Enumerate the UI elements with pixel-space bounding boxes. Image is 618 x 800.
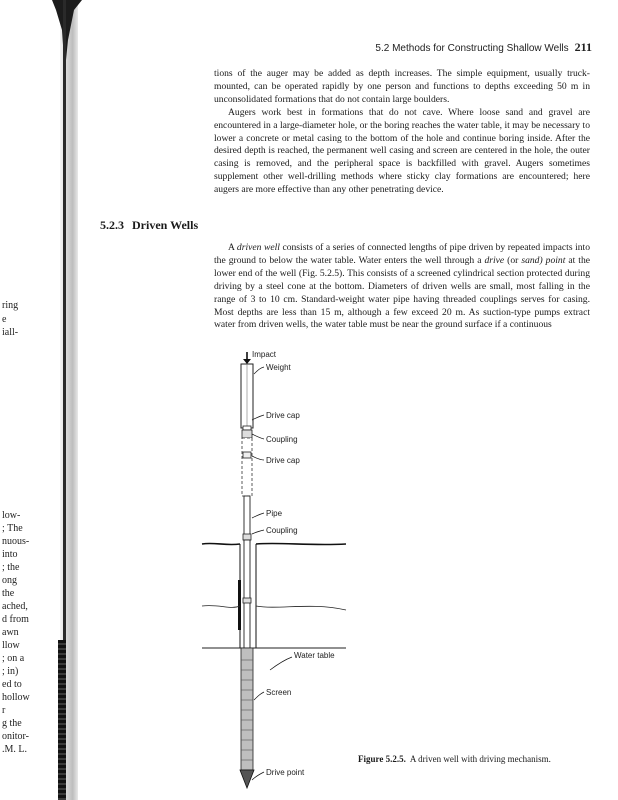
text-run: A xyxy=(228,242,237,253)
margin-fragment: g the xyxy=(2,718,22,729)
margin-fragment: hollow xyxy=(2,692,30,703)
margin-fragment: ed to xyxy=(2,679,22,690)
driven-well-diagram xyxy=(200,348,360,790)
continuation-paragraph: tions of the auger may be added as depth increases. The simple equipment, usually truck-mounted, can be operated rapidly by one person and functions to depths exceeding 50 m in unconsolidated formations that do not contain large boulders. xyxy=(214,68,590,105)
margin-fragment: ; on a xyxy=(2,653,25,664)
margin-fragment: ong xyxy=(2,575,17,586)
margin-fragment: ached, xyxy=(2,601,28,612)
label-weight: Weight xyxy=(266,363,291,372)
section-title: Driven Wells xyxy=(132,218,199,232)
drive-cap-lower xyxy=(243,452,251,458)
figure-caption xyxy=(358,754,551,764)
label-drive-cap-2: Drive cap xyxy=(266,456,300,465)
label-impact: Impact xyxy=(252,350,277,359)
driven-well-figure xyxy=(200,348,360,790)
binding-dark-wedge xyxy=(52,0,82,60)
page-number: 211 xyxy=(574,40,592,54)
body-text-driven xyxy=(214,242,590,332)
margin-fragment: onitor- xyxy=(2,731,30,742)
term-drive: drive xyxy=(484,254,505,266)
label-drive-point: Drive point xyxy=(266,768,305,777)
label-coupling-1: Coupling xyxy=(266,435,298,444)
running-head xyxy=(375,40,592,55)
drive-point-cone xyxy=(240,770,254,788)
ground-surface-right xyxy=(256,543,346,544)
margin-fragment: iall- xyxy=(2,327,19,338)
coupling-upper xyxy=(242,430,252,438)
text-run: (or xyxy=(504,254,522,266)
margin-fragment: ; the xyxy=(2,562,20,573)
dashed-pipe-section xyxy=(242,438,252,496)
screen xyxy=(241,648,253,770)
margin-fragment: d from xyxy=(2,614,29,625)
section-number: 5.2.3 xyxy=(100,218,124,232)
margin-fragment: into xyxy=(2,549,18,560)
impact-arrow-icon xyxy=(243,352,251,364)
caption-figure-number: Figure 5.2.5. xyxy=(358,754,406,764)
margin-fragment: e xyxy=(2,314,7,325)
margin-fragment: .M. L. xyxy=(2,744,27,755)
binding-dark-strip xyxy=(58,640,66,800)
coupling-lower xyxy=(243,534,251,540)
margin-fragment: ring xyxy=(2,300,19,311)
term-driven-well: driven well xyxy=(236,242,280,253)
text-run: consists of a series of connected lengths of pipe driven by repeated impacts into the ground to below the water table. Water enters the well through a xyxy=(214,242,590,266)
margin-fragment: the xyxy=(2,588,15,599)
ground-surface-left xyxy=(202,543,240,544)
term-sand-point: sand) point xyxy=(521,254,566,266)
label-water-table: Water table xyxy=(294,651,335,660)
margin-fragment: ; The xyxy=(2,523,23,534)
drive-cap-upper xyxy=(243,426,251,430)
margin-fragment: llow xyxy=(2,640,20,651)
margin-fragment: low- xyxy=(2,510,21,521)
margin-fragment: nuous- xyxy=(2,536,30,547)
label-drive-cap-1: Drive cap xyxy=(266,411,300,420)
label-screen: Screen xyxy=(266,688,292,697)
section-heading xyxy=(100,218,198,233)
margin-fragment: r xyxy=(2,705,6,716)
caption-text: A driven well with driving mechanism. xyxy=(409,754,551,764)
soil-layer-right xyxy=(256,606,346,610)
soil-layer-left xyxy=(202,606,240,608)
margin-fragment: awn xyxy=(2,627,19,638)
label-pipe: Pipe xyxy=(266,509,283,518)
augers-paragraph: Augers work best in formations that do not cave. Where loose sand and gravel are encountered in a large-diameter hole, or the boring reaches the water table, it may be necessary to lower a concrete or metal casing to the bottom of the hole and continue boring inside. After the desired depth is reached, the permanent well casing and screen are centered in the hole, the outer casing is removed, and the peripheral space is backfilled with gravel. Augers sometimes supplement other well-drilling methods where sticky clay formations are encountered; here augers are more effective than any other penetrating device. xyxy=(214,106,590,196)
text-run: at the lower end of the well (Fig. 5.2.5). This consists of a screened cylindrical section protected during driving by a steel cone at the bottom. Diameters of driven wells are small, most falling in the range of 3 to 10 cm. Standard-weight water pipe having threaded couplings serves for casing. Most depths are less than 15 m, although a few exceed 20 m. As suction-type pumps extract water from driven wells, the water table must be near the ground surface if a continuous xyxy=(214,254,590,331)
running-head-title: 5.2 Methods for Constructing Shallow Wells xyxy=(375,43,569,54)
margin-fragment: ; in) xyxy=(2,666,19,677)
driven-well-paragraph xyxy=(214,242,590,332)
body-text-top xyxy=(214,68,590,197)
label-coupling-2: Coupling xyxy=(266,526,298,535)
casing-dark-strip xyxy=(238,580,241,630)
